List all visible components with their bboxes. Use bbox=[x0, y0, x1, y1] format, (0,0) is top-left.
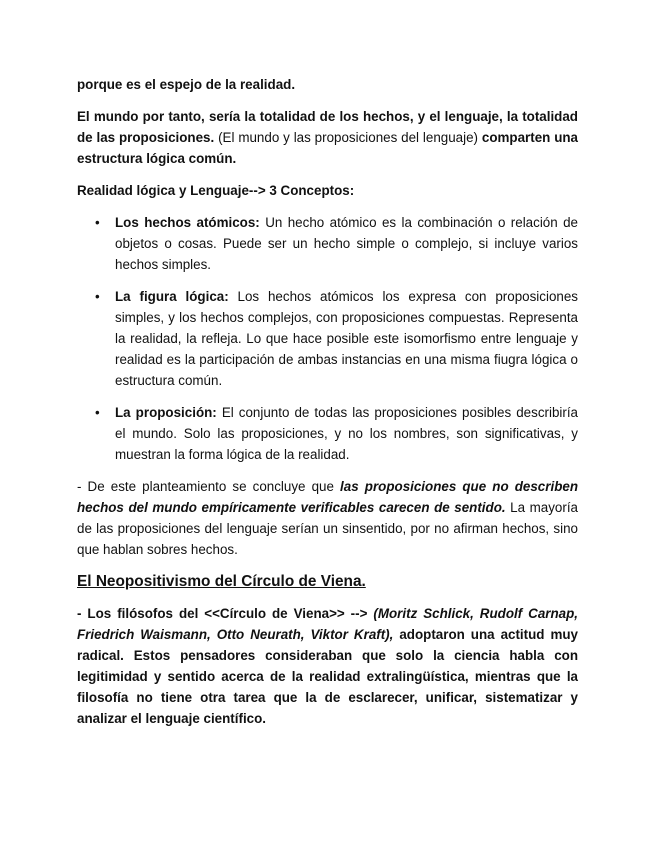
paragraph-vienna-a: - Los filósofos del bbox=[77, 606, 205, 621]
list-item-text: Un hecho atómico es la combinación o relación de objetos o cosas. Puede ser un hecho simple o complejo, si incluye varios hechos simples. bbox=[115, 215, 579, 272]
paragraph-world-totality-bold-a: El mundo por tanto, sería la totalidad de los hechos, y el lenguaje, la totalidad de las proposiciones. bbox=[77, 109, 578, 145]
bullet-icon: • bbox=[95, 289, 100, 304]
paragraph-conclusion-c: La mayoría de las proposiciones del lenguaje serían un sinsentido, por no afirman hechos, sino que hablan sobres hechos. bbox=[77, 500, 578, 557]
paragraph-mirror bbox=[77, 74, 578, 95]
bullet-icon: • bbox=[95, 405, 100, 420]
concepts-list bbox=[77, 212, 578, 465]
paragraph-vienna-d: adoptaron una actitud muy radical. Estos pensadores consideraban que solo la ciencia habla con legitimidad y sentido acerca de la realidad extralingüística, mientras que la filosofía no tiene otra tarea que la de esclarecer, unificar, sistematizar y analizar el lenguaje científico. bbox=[77, 627, 578, 726]
paragraph-world-totality-bold-c: comparten una estructura lógica común. bbox=[77, 130, 579, 166]
list-item bbox=[77, 286, 578, 391]
paragraph-world-totality bbox=[77, 106, 578, 169]
bullet-icon: • bbox=[95, 215, 100, 230]
paragraph-conclusion bbox=[77, 476, 578, 560]
section-heading: El Neopositivismo del Círculo de Viena. bbox=[77, 573, 366, 590]
paragraph-world-totality-parenthetical: (El mundo y las proposiciones del lenguaje) bbox=[214, 130, 482, 145]
list-item-term: La proposición: bbox=[115, 405, 217, 420]
list-item-text: El conjunto de todas las proposiciones posibles describiría el mundo. Solo las proposiciones, y no los nombres, son significativas, y muestran la forma lógica de la realidad. bbox=[115, 405, 578, 462]
list-item bbox=[77, 212, 578, 275]
paragraph-conclusion-emphasis: las proposiciones que no describen hechos del mundo empíricamente verificables carecen de sentido. bbox=[77, 479, 578, 515]
paragraph-vienna-circle-name: <<Círculo de Viena>> --> bbox=[204, 606, 368, 621]
list-item-term: Los hechos atómicos: bbox=[115, 215, 260, 230]
concepts-intro-text: Realidad lógica y Lenguaje--> 3 Conceptos: bbox=[77, 183, 355, 198]
paragraph-vienna-members: (Moritz Schlick, Rudolf Carnap, Friedrich Waismann, Otto Neurath, Viktor Kraft), bbox=[77, 606, 579, 642]
list-item-text: Los hechos atómicos los expresa con proposiciones simples, y los hechos complejos, con proposiciones compuestas. Representa la realidad, la refleja. Lo que hace posible este isomorfismo entre lenguaje y realidad es la participación de ambas instancias en una misma fiugra lógica o estructura común. bbox=[115, 289, 578, 388]
paragraph-vienna-circle bbox=[77, 603, 578, 729]
paragraph-mirror-text: porque es el espejo de la realidad. bbox=[77, 77, 296, 92]
paragraph-concepts-intro bbox=[77, 180, 578, 201]
list-item-term: La figura lógica: bbox=[115, 289, 229, 304]
list-item bbox=[77, 402, 578, 465]
paragraph-conclusion-a: - De este planteamiento se concluye que bbox=[77, 479, 341, 494]
